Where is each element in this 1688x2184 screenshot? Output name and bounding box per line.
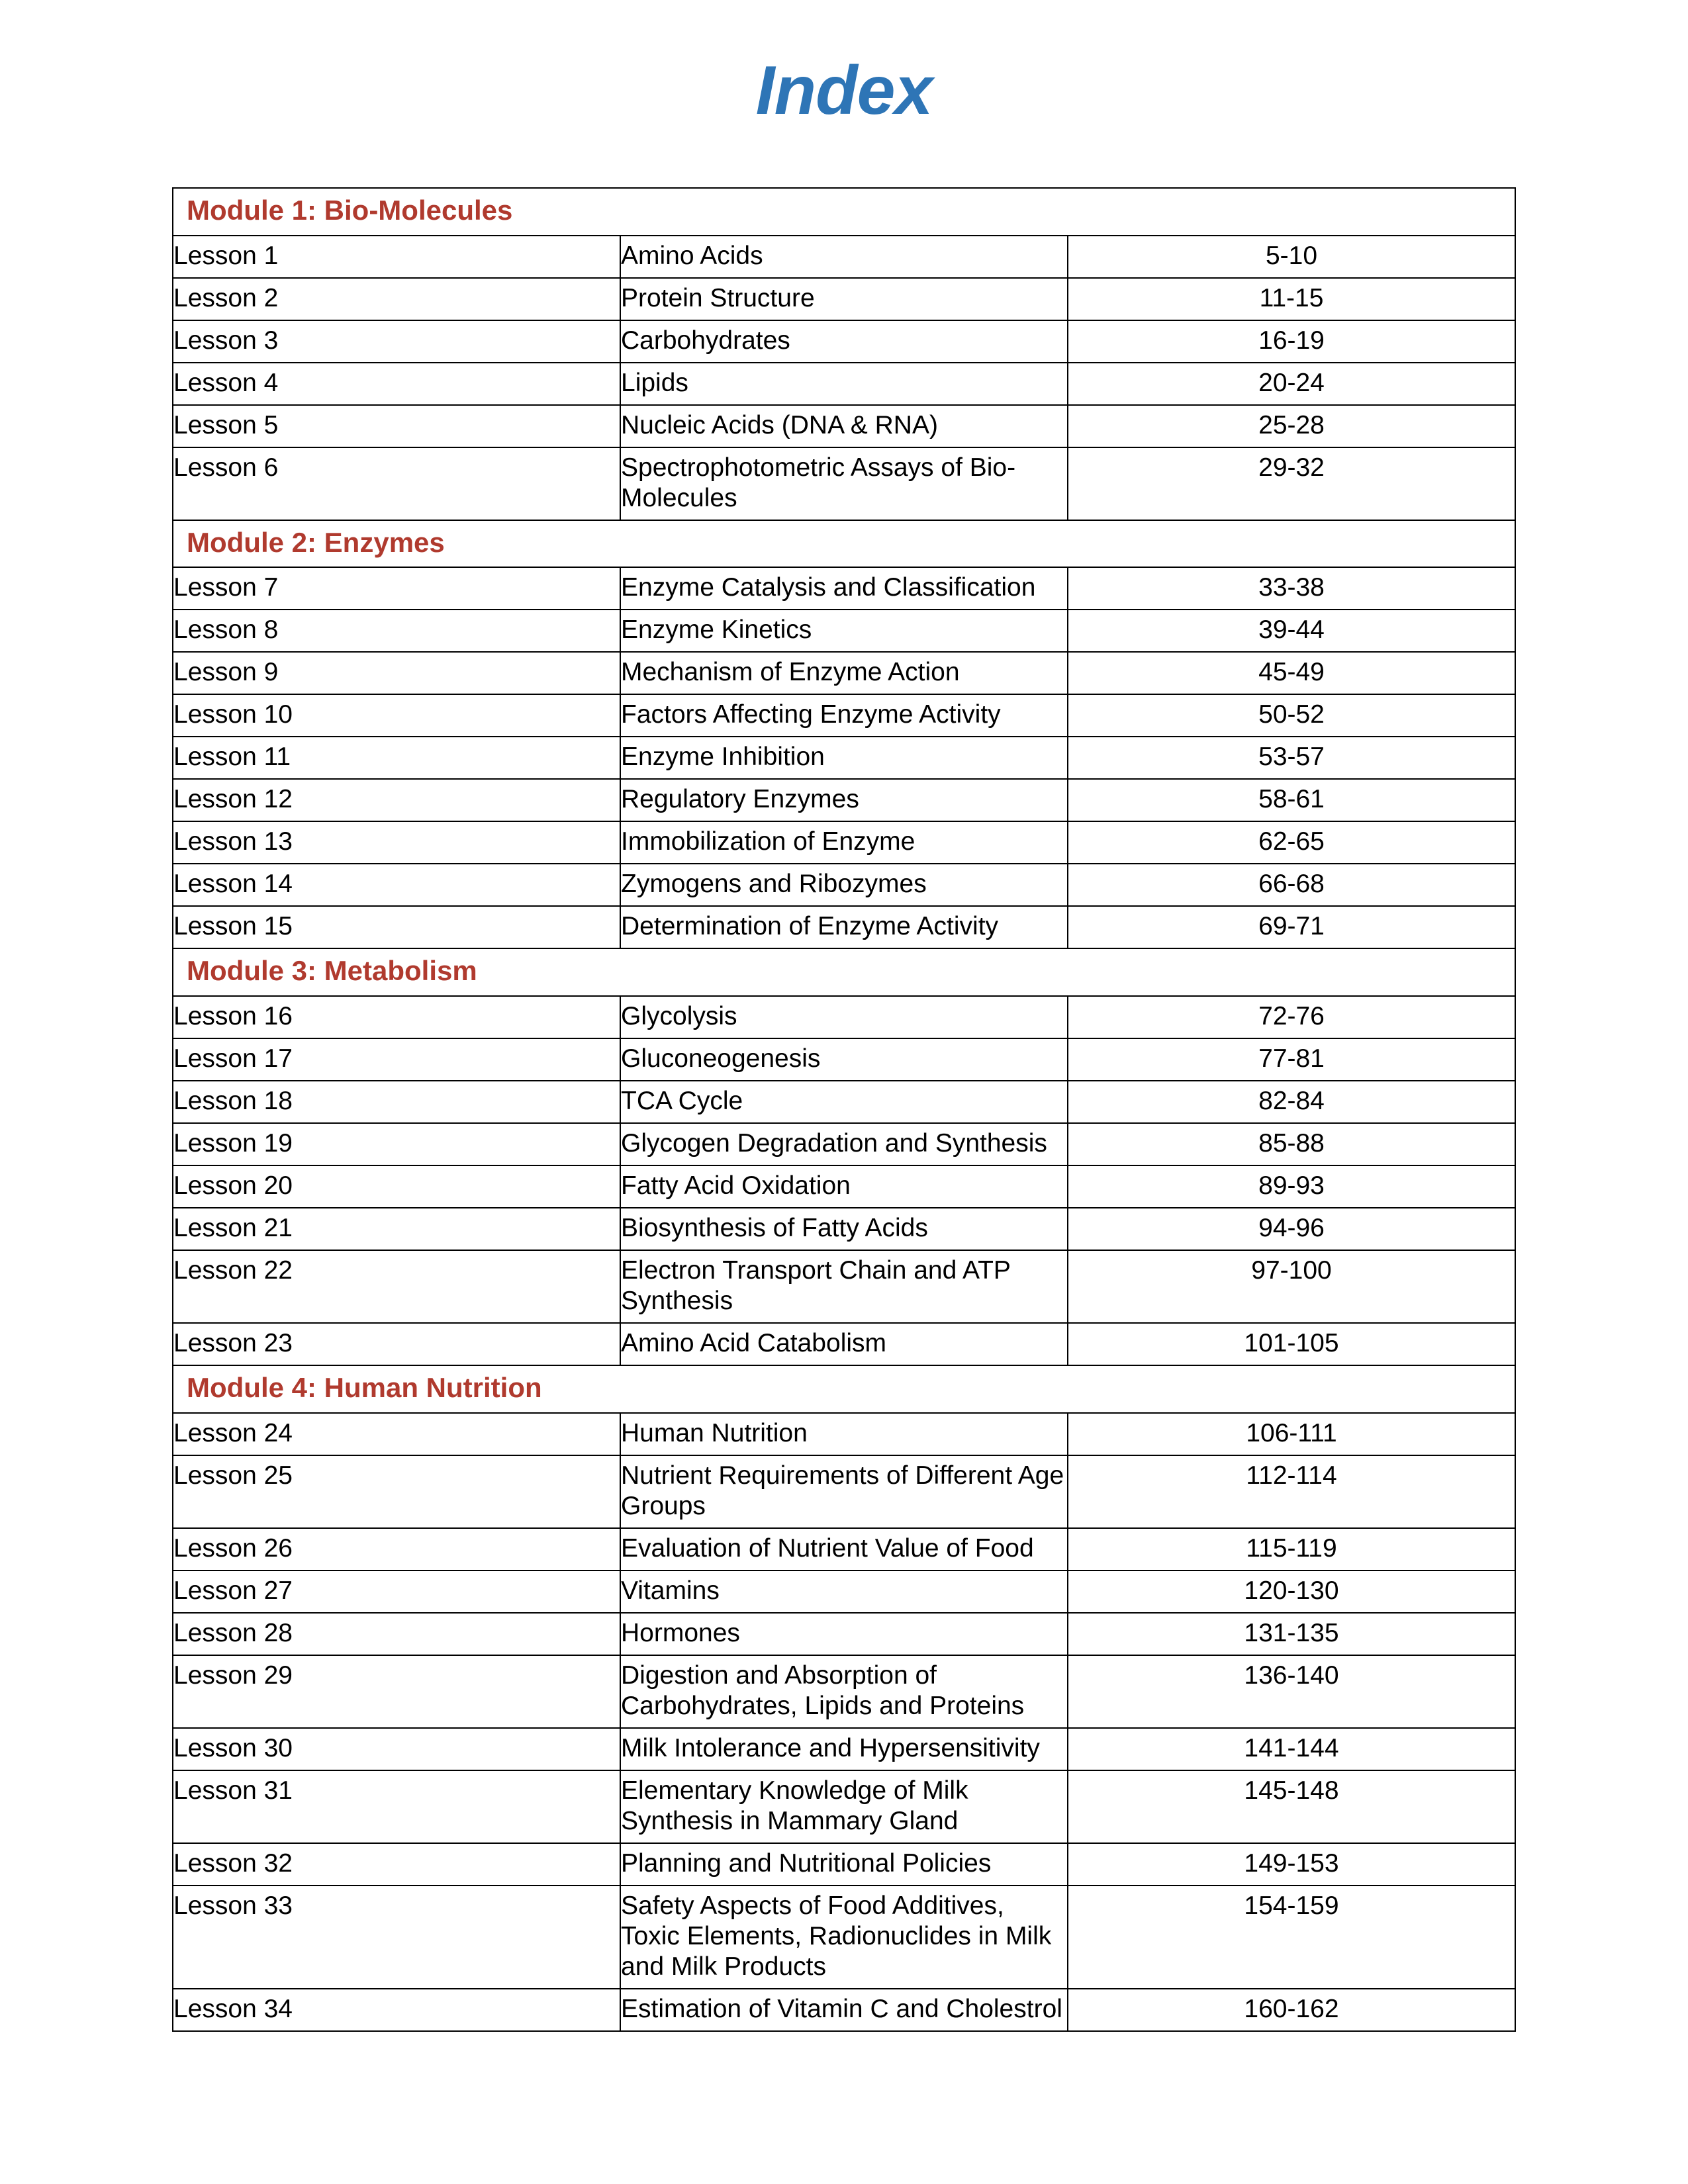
lesson-topic-cell: Planning and Nutritional Policies [620, 1843, 1068, 1886]
lesson-number-cell: Lesson 9 [173, 652, 620, 694]
table-row [173, 447, 1515, 520]
page-range-cell: 11-15 [1068, 278, 1515, 320]
lesson-topic-cell: Protein Structure [620, 278, 1068, 320]
table-row [173, 363, 1515, 405]
table-row [173, 779, 1515, 821]
lesson-topic-cell: Enzyme Inhibition [620, 737, 1068, 779]
lesson-number-cell: Lesson 17 [173, 1038, 620, 1081]
lesson-topic-cell: Enzyme Catalysis and Classification [620, 567, 1068, 610]
lesson-topic-cell: Enzyme Kinetics [620, 610, 1068, 652]
page-range-cell: 160-162 [1068, 1989, 1515, 2031]
index-table-container [172, 187, 1516, 2032]
lesson-topic-cell: Elementary Knowledge of Milk Synthesis in Mammary Gland [620, 1770, 1068, 1843]
table-row [173, 996, 1515, 1038]
lesson-topic-cell: Immobilization of Enzyme [620, 821, 1068, 864]
lesson-number-cell: Lesson 18 [173, 1081, 620, 1123]
table-row [173, 1413, 1515, 1455]
table-row [173, 1770, 1515, 1843]
lesson-topic-cell: Glycogen Degradation and Synthesis [620, 1123, 1068, 1165]
page-range-cell: 16-19 [1068, 320, 1515, 363]
lesson-number-cell: Lesson 1 [173, 236, 620, 278]
module-heading-row [173, 188, 1515, 236]
page-range-cell: 62-65 [1068, 821, 1515, 864]
table-row [173, 236, 1515, 278]
page-range-cell: 69-71 [1068, 906, 1515, 948]
page-range-cell: 25-28 [1068, 405, 1515, 447]
page-range-cell: 131-135 [1068, 1613, 1515, 1655]
lesson-number-cell: Lesson 32 [173, 1843, 620, 1886]
lesson-number-cell: Lesson 31 [173, 1770, 620, 1843]
table-row [173, 1989, 1515, 2031]
lesson-topic-cell: Regulatory Enzymes [620, 779, 1068, 821]
lesson-topic-cell: Glycolysis [620, 996, 1068, 1038]
page-range-cell: 94-96 [1068, 1208, 1515, 1250]
table-row [173, 1038, 1515, 1081]
table-row [173, 652, 1515, 694]
page-range-cell: 89-93 [1068, 1165, 1515, 1208]
page-range-cell: 145-148 [1068, 1770, 1515, 1843]
lesson-number-cell: Lesson 16 [173, 996, 620, 1038]
table-row [173, 610, 1515, 652]
lesson-number-cell: Lesson 34 [173, 1989, 620, 2031]
lesson-number-cell: Lesson 23 [173, 1323, 620, 1365]
lesson-topic-cell: Biosynthesis of Fatty Acids [620, 1208, 1068, 1250]
page-range-cell: 39-44 [1068, 610, 1515, 652]
lesson-number-cell: Lesson 21 [173, 1208, 620, 1250]
lesson-number-cell: Lesson 15 [173, 906, 620, 948]
lesson-number-cell: Lesson 20 [173, 1165, 620, 1208]
lesson-number-cell: Lesson 25 [173, 1455, 620, 1528]
table-row [173, 278, 1515, 320]
lesson-topic-cell: Estimation of Vitamin C and Cholestrol [620, 1989, 1068, 2031]
lesson-topic-cell: Zymogens and Ribozymes [620, 864, 1068, 906]
lesson-number-cell: Lesson 12 [173, 779, 620, 821]
lesson-number-cell: Lesson 8 [173, 610, 620, 652]
page-range-cell: 85-88 [1068, 1123, 1515, 1165]
module-heading-row [173, 948, 1515, 996]
page-range-cell: 106-111 [1068, 1413, 1515, 1455]
lesson-topic-cell: Evaluation of Nutrient Value of Food [620, 1528, 1068, 1570]
lesson-number-cell: Lesson 30 [173, 1728, 620, 1770]
lesson-topic-cell: Electron Transport Chain and ATP Synthesis [620, 1250, 1068, 1323]
lesson-number-cell: Lesson 14 [173, 864, 620, 906]
lesson-number-cell: Lesson 27 [173, 1570, 620, 1613]
table-row [173, 1886, 1515, 1989]
table-row [173, 567, 1515, 610]
module-heading: Module 1: Bio-Molecules [173, 188, 1515, 236]
table-row [173, 1570, 1515, 1613]
lesson-topic-cell: Amino Acid Catabolism [620, 1323, 1068, 1365]
lesson-topic-cell: Factors Affecting Enzyme Activity [620, 694, 1068, 737]
table-row [173, 320, 1515, 363]
lesson-topic-cell: Safety Aspects of Food Additives, Toxic Elements, Radionuclides in Milk and Milk Products [620, 1886, 1068, 1989]
index-table-body [173, 188, 1515, 2031]
table-row [173, 1081, 1515, 1123]
page-range-cell: 97-100 [1068, 1250, 1515, 1323]
page-range-cell: 82-84 [1068, 1081, 1515, 1123]
page-range-cell: 20-24 [1068, 363, 1515, 405]
page-range-cell: 58-61 [1068, 779, 1515, 821]
page-range-cell: 115-119 [1068, 1528, 1515, 1570]
page-range-cell: 154-159 [1068, 1886, 1515, 1989]
lesson-number-cell: Lesson 22 [173, 1250, 620, 1323]
page-range-cell: 112-114 [1068, 1455, 1515, 1528]
page-title: Index [755, 52, 933, 129]
lesson-topic-cell: Gluconeogenesis [620, 1038, 1068, 1081]
lesson-topic-cell: Determination of Enzyme Activity [620, 906, 1068, 948]
table-row [173, 1250, 1515, 1323]
page-range-cell: 53-57 [1068, 737, 1515, 779]
module-heading: Module 3: Metabolism [173, 948, 1515, 996]
lesson-number-cell: Lesson 4 [173, 363, 620, 405]
lesson-number-cell: Lesson 24 [173, 1413, 620, 1455]
table-row [173, 1165, 1515, 1208]
table-row [173, 1655, 1515, 1728]
lesson-topic-cell: Vitamins [620, 1570, 1068, 1613]
index-table [172, 187, 1516, 2032]
page-range-cell: 77-81 [1068, 1038, 1515, 1081]
table-row [173, 1208, 1515, 1250]
lesson-number-cell: Lesson 13 [173, 821, 620, 864]
lesson-topic-cell: Carbohydrates [620, 320, 1068, 363]
lesson-topic-cell: Mechanism of Enzyme Action [620, 652, 1068, 694]
table-row [173, 1843, 1515, 1886]
table-row [173, 864, 1515, 906]
lesson-topic-cell: Hormones [620, 1613, 1068, 1655]
page-range-cell: 29-32 [1068, 447, 1515, 520]
lesson-topic-cell: TCA Cycle [620, 1081, 1068, 1123]
lesson-number-cell: Lesson 19 [173, 1123, 620, 1165]
lesson-number-cell: Lesson 10 [173, 694, 620, 737]
lesson-topic-cell: Nucleic Acids (DNA & RNA) [620, 405, 1068, 447]
page-range-cell: 136-140 [1068, 1655, 1515, 1728]
module-heading: Module 2: Enzymes [173, 520, 1515, 568]
lesson-topic-cell: Milk Intolerance and Hypersensitivity [620, 1728, 1068, 1770]
lesson-topic-cell: Amino Acids [620, 236, 1068, 278]
page-range-cell: 149-153 [1068, 1843, 1515, 1886]
table-row [173, 1613, 1515, 1655]
table-row [173, 1123, 1515, 1165]
table-row [173, 1728, 1515, 1770]
lesson-number-cell: Lesson 7 [173, 567, 620, 610]
lesson-number-cell: Lesson 6 [173, 447, 620, 520]
page-range-cell: 45-49 [1068, 652, 1515, 694]
table-row [173, 1323, 1515, 1365]
page-range-cell: 50-52 [1068, 694, 1515, 737]
lesson-topic-cell: Nutrient Requirements of Different Age Groups [620, 1455, 1068, 1528]
table-row [173, 821, 1515, 864]
lesson-topic-cell: Lipids [620, 363, 1068, 405]
page-range-cell: 33-38 [1068, 567, 1515, 610]
lesson-number-cell: Lesson 33 [173, 1886, 620, 1989]
lesson-topic-cell: Human Nutrition [620, 1413, 1068, 1455]
lesson-number-cell: Lesson 28 [173, 1613, 620, 1655]
lesson-topic-cell: Spectrophotometric Assays of Bio-Molecules [620, 447, 1068, 520]
lesson-number-cell: Lesson 29 [173, 1655, 620, 1728]
table-row [173, 1528, 1515, 1570]
lesson-number-cell: Lesson 26 [173, 1528, 620, 1570]
lesson-number-cell: Lesson 2 [173, 278, 620, 320]
lesson-number-cell: Lesson 5 [173, 405, 620, 447]
lesson-number-cell: Lesson 11 [173, 737, 620, 779]
lesson-topic-cell: Digestion and Absorption of Carbohydrates, Lipids and Proteins [620, 1655, 1068, 1728]
page-range-cell: 101-105 [1068, 1323, 1515, 1365]
page-range-cell: 120-130 [1068, 1570, 1515, 1613]
table-row [173, 737, 1515, 779]
table-row [173, 405, 1515, 447]
table-row [173, 694, 1515, 737]
page-range-cell: 72-76 [1068, 996, 1515, 1038]
module-heading-row [173, 520, 1515, 568]
table-row [173, 1455, 1515, 1528]
lesson-topic-cell: Fatty Acid Oxidation [620, 1165, 1068, 1208]
lesson-number-cell: Lesson 3 [173, 320, 620, 363]
page-range-cell: 66-68 [1068, 864, 1515, 906]
page-range-cell: 5-10 [1068, 236, 1515, 278]
table-row [173, 906, 1515, 948]
page-range-cell: 141-144 [1068, 1728, 1515, 1770]
module-heading: Module 4: Human Nutrition [173, 1365, 1515, 1413]
module-heading-row [173, 1365, 1515, 1413]
